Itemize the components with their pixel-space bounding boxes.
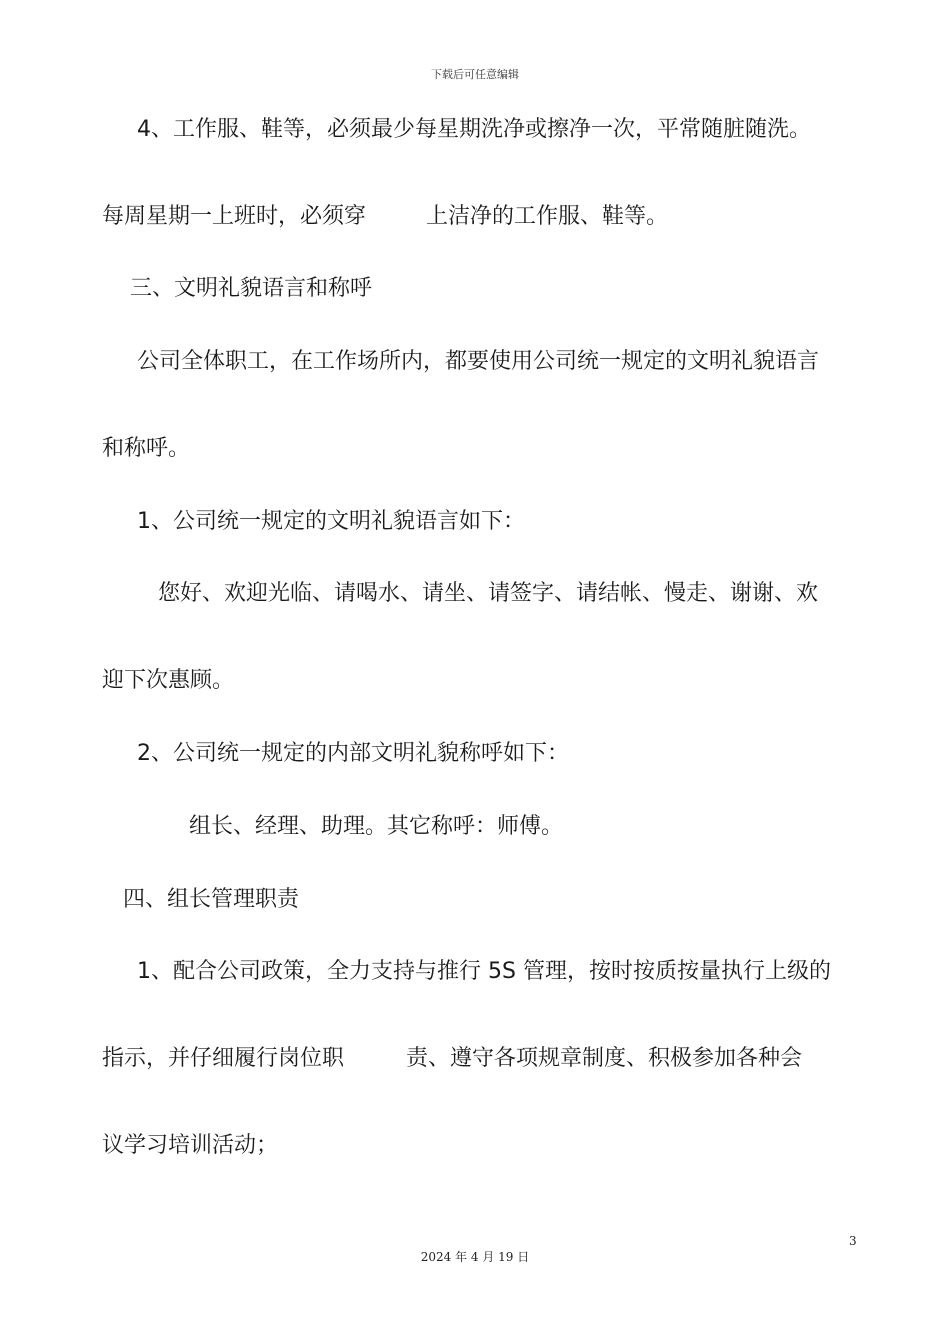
paragraph-phrases-line1: 您好、欢迎光临、请喝水、请坐、请签字、请结帐、慢走、谢谢、欢	[158, 581, 819, 606]
section-heading-4: 四、组长管理职责	[123, 887, 300, 912]
paragraph-work-clothes: 4、工作服、鞋等，必须最少每星期洗净或擦净一次，平常随脏随洗。	[137, 117, 811, 142]
paragraph-duties-line2	[102, 1045, 802, 1073]
paragraph-titles: 组长、经理、助理。其它称呼：师傅。	[189, 814, 564, 839]
paragraph-polite-language-line1: 公司全体职工，在工作场所内，都要使用公司统一规定的文明礼貌语言	[137, 349, 820, 374]
paragraph-monday-line	[102, 203, 668, 231]
section-heading-3: 三、文明礼貌语言和称呼	[130, 276, 373, 301]
paragraph-monday-part1: 每周星期一上班时，必须穿	[102, 204, 367, 229]
paragraph-monday-part2: 上洁净的工作服、鞋等。	[426, 204, 669, 229]
item-2-internal-titles: 2、公司统一规定的内部文明礼貌称呼如下：	[137, 741, 569, 766]
paragraph-duties-line1: 1、配合公司政策，全力支持与推行 5S 管理，按时按质按量执行上级的	[137, 959, 831, 984]
paragraph-duties-line2-part2: 责、遵守各项规章制度、积极参加各种会	[406, 1046, 803, 1071]
paragraph-phrases-line2: 迎下次惠顾。	[102, 668, 235, 693]
page-number: 3	[849, 1234, 857, 1248]
paragraph-polite-language-line2: 和称呼。	[102, 436, 191, 461]
paragraph-duties-line2-part1: 指示，并仔细履行岗位职	[102, 1046, 345, 1071]
item-1-polite-language: 1、公司统一规定的文明礼貌语言如下：	[137, 509, 525, 534]
page-header: 下载后可任意编辑	[431, 68, 519, 81]
paragraph-duties-line3: 议学习培训活动；	[102, 1133, 279, 1158]
page-footer-date: 2024 年 4 月 19 日	[420, 1250, 530, 1264]
